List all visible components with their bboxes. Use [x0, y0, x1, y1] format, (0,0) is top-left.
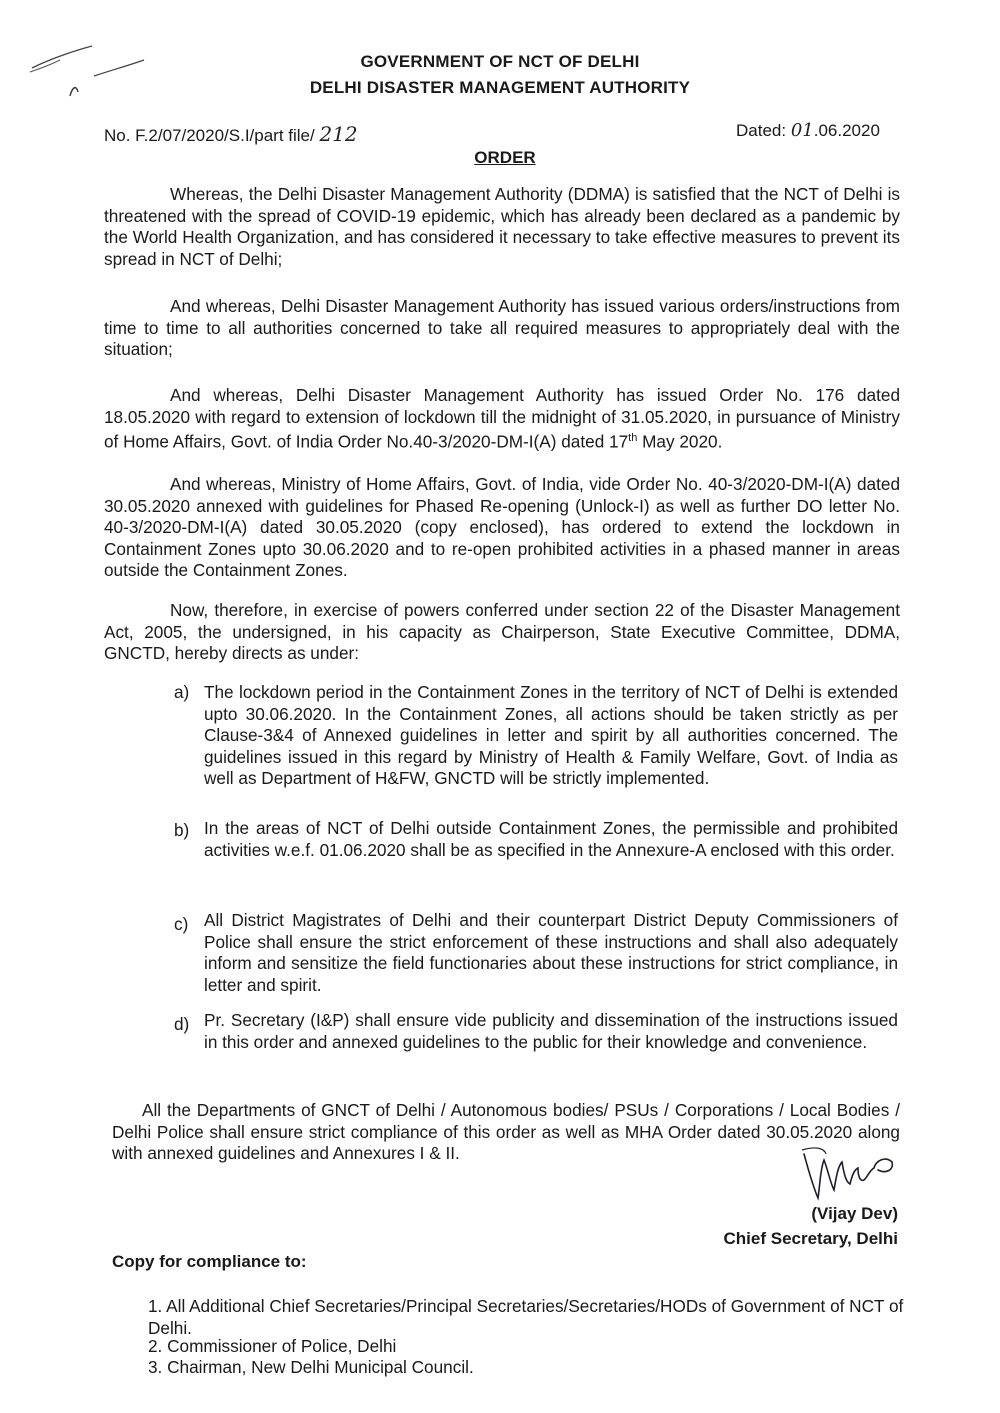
handwritten-signature-icon	[796, 1140, 906, 1204]
direction-c-text: All District Magistrates of Delhi and their counterpart District Deputy Commissioners of Police shall ensure the strict enforcement of these instructions and shall also adequately inform and sensitize the field functionaries about these instructions for strict compliance, in letter and spirit.	[204, 910, 898, 995]
paragraph-whereas	[104, 184, 900, 270]
paragraph-now-therefore-text: Now, therefore, in exercise of powers conferred under section 22 of the Disaster Management Act, 2005, the undersigned, in his capacity as Chairperson, State Executive Committee, DDMA, GNCTD, hereby directs as under:	[104, 600, 900, 663]
signatory-name: (Vijay Dev)	[811, 1204, 898, 1223]
reference-number-handwritten: 212	[319, 122, 358, 146]
paragraph-and-whereas-2-text: And whereas, Delhi Disaster Management Authority has issued Order No. 176 dated 18.05.2020 with regard to extension of lockdown till the midnight of 31.05.2020, in pursuance of Ministry of Home Affairs, Govt. of India Order No.40-3/2020-DM-I(A) dated 17	[104, 385, 900, 452]
direction-a-text: The lockdown period in the Containment Zones in the territory of NCT of Delhi is extended upto 30.06.2020. In the Containment Zones, all actions should be taken strictly as per Clause-3&4 of Annexed guidelines in letter and spirit by all authorities concerned. The guidelines issued in this regard by Ministry of Health & Family Welfare, Govt. of India as well as Department of H&FW, GNCTD will be strictly implemented.	[204, 682, 898, 788]
direction-d-text: Pr. Secretary (I&P) shall ensure vide publicity and dissemination of the instructions issued in this order and annexed guidelines to the public for their knowledge and convenience.	[204, 1010, 898, 1052]
paragraph-and-whereas-2-tail: May 2020.	[637, 431, 723, 452]
pen-stroke-marks-icon	[22, 40, 152, 110]
closing-paragraph-text: All the Departments of GNCT of Delhi / Autonomous bodies/ PSUs / Corporations / Local Bodies / Delhi Police shall ensure strict compliance of this order as well as MHA Order dated 30.05.2020 along with annexed guidelines and Annexures I & II.	[112, 1100, 900, 1163]
reference-number-prefix: No. F.2/07/2020/S.I/part file/	[104, 126, 315, 145]
closing-paragraph	[112, 1100, 900, 1165]
direction-c-marker: c)	[174, 914, 189, 934]
signatory-designation: Chief Secretary, Delhi	[723, 1229, 898, 1248]
copy-item: 1. All Additional Chief Secretaries/Principal Secretaries/Secretaries/HODs of Government of NCT of Delhi.	[148, 1296, 904, 1338]
copy-item: 3. Chairman, New Delhi Municipal Council.	[148, 1357, 474, 1377]
paragraph-and-whereas-1	[104, 296, 900, 361]
direction-b-marker: b)	[174, 820, 190, 840]
paragraph-now-therefore	[104, 600, 900, 665]
direction-a-marker: a)	[174, 682, 190, 702]
paragraph-whereas-text: Whereas, the Delhi Disaster Management Authority (DDMA) is satisfied that the NCT of Delhi is threatened with the spread of COVID-19 epidemic, which has already been declared as a pandemic by the World Health Organization, and has considered it necessary to take effective measures to prevent its spread in NCT of Delhi;	[104, 184, 900, 269]
paragraph-and-whereas-3	[104, 474, 900, 582]
ordinal-superscript: th	[628, 432, 638, 444]
direction-d-marker: d)	[174, 1014, 190, 1034]
reference-number	[104, 122, 358, 146]
paragraph-and-whereas-2	[104, 385, 900, 453]
header-government: GOVERNMENT OF NCT OF DELHI	[360, 52, 640, 71]
direction-b-text: In the areas of NCT of Delhi outside Containment Zones, the permissible and prohibited activities w.e.f. 01.06.2020 shall be as specified in the Annexure-A enclosed with this order.	[204, 818, 898, 860]
date-suffix: .06.2020	[813, 121, 880, 140]
paragraph-and-whereas-1-text: And whereas, Delhi Disaster Management Authority has issued various orders/instructions from time to time to all authorities concerned to take all required measures to appropriately deal with the situation;	[104, 296, 900, 359]
copy-item: 2. Commissioner of Police, Delhi	[148, 1336, 397, 1356]
order-date	[736, 120, 880, 141]
order-title: ORDER	[474, 148, 536, 167]
date-handwritten-day: 01	[790, 120, 814, 141]
paragraph-and-whereas-3-text: And whereas, Ministry of Home Affairs, Govt. of India, vide Order No. 40-3/2020-DM-I(A) dated 30.05.2020 annexed with guidelines for Phased Re-opening (Unlock-I) as well as further DO letter No. 40-3/2020-DM-I(A) dated 30.05.2020 (copy enclosed), has ordered to extend the lockdown in Containment Zones upto 30.06.2020 and to re-open prohibited activities in a phased manner in areas outside the Containment Zones.	[104, 474, 900, 580]
header-authority: DELHI DISASTER MANAGEMENT AUTHORITY	[309, 78, 691, 97]
date-label: Dated:	[736, 121, 787, 140]
copy-heading: Copy for compliance to:	[112, 1252, 307, 1271]
